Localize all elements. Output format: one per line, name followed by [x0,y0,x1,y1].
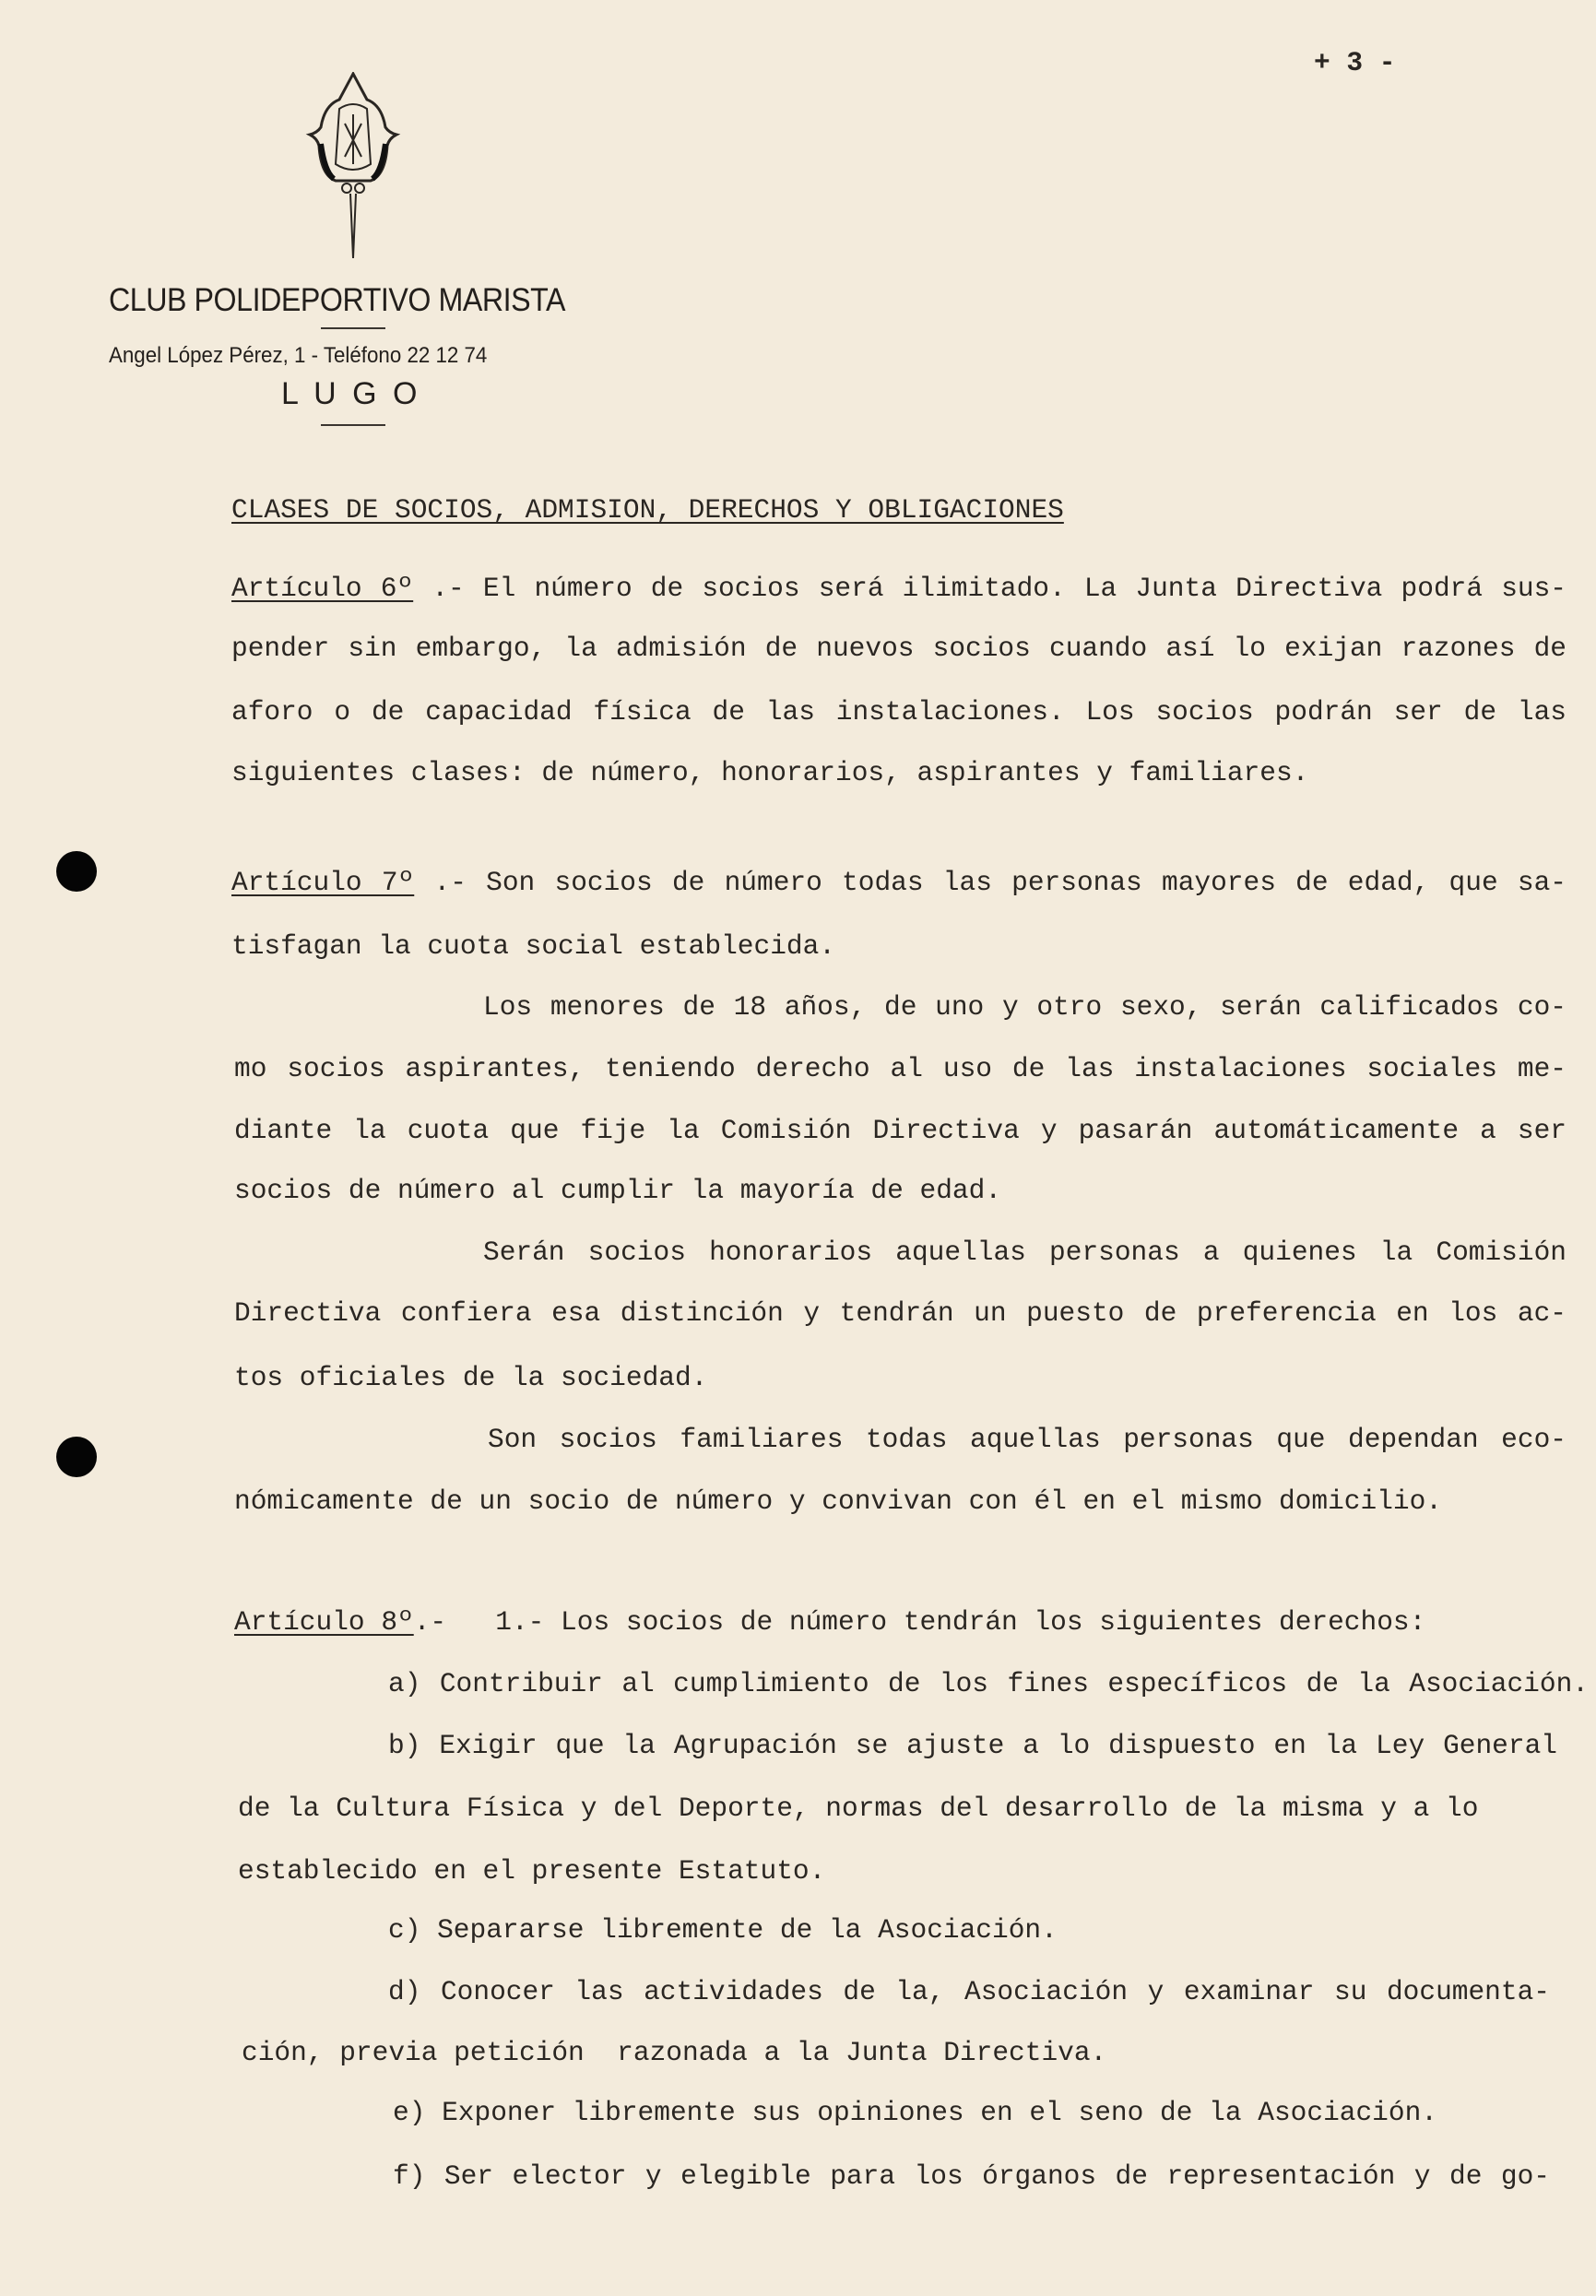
art8-item-b: b) Exigir que la Agrupación se ajuste a lo dispuesto en la Ley General [388,1730,1557,1761]
art8-item-c: c) Separarse libremente de la Asociación. [388,1914,1058,1946]
page-number: + 3 - [1314,47,1396,78]
divider [321,424,385,426]
art6-line: siguientes clases: de número, honorarios, aspirantes y familiares. [231,757,1309,788]
section-title: CLASES DE SOCIOS, ADMISION, DERECHOS Y OBLIGACIONES [231,494,1064,526]
art8-line [234,1604,1425,1640]
art6-line [231,570,1566,607]
art7-line: Los menores de 18 años, de uno y otro sexo, serán calificados co- [483,991,1566,1023]
art6-text: .- El número de socios será ilimitado. La Junta Directiva podrá sus- [413,573,1567,604]
art8-item-e: e) Exponer libremente sus opiniones en el seno de la Asociación. [393,2097,1437,2128]
club-city: L U G O [281,376,421,411]
art7-line: tisfagan la cuota social establecida. [231,930,836,962]
art7-line: tos oficiales de la sociedad. [234,1362,708,1393]
club-crest-logo [293,72,413,262]
divider [321,327,385,329]
art8-item-d: d) Conocer las actividades de la, Asociación y examinar su documenta- [388,1976,1550,2007]
art7-line: nómicamente de un socio de número y convivan con él en el mismo domicilio. [234,1485,1443,1517]
art8-item-a: a) Contribuir al cumplimiento de los fines específicos de la Asociación. [388,1668,1589,1699]
art7-line: Serán socios honorarios aquellas personas a quienes la Comisión [483,1237,1566,1268]
art8-item-d-cont: ción, previa petición razonada a la Junta Directiva. [242,2037,1107,2068]
punch-hole [56,1437,97,1477]
art6-line: pender sin embargo, la admisión de nuevos socios cuando así lo exijan razones de [231,633,1566,664]
art7-line [231,864,1566,901]
art6-line: aforo o de capacidad física de las instalaciones. Los socios podrán ser de las [231,696,1566,728]
art8-text: .- 1.- Los socios de número tendrán los siguientes derechos: [413,1606,1426,1638]
art8-item-b-cont: establecido en el presente Estatuto. [238,1855,826,1887]
art8-label: Artículo 8º [234,1606,414,1638]
art7-line: socios de número al cumplir la mayoría de edad. [234,1175,1002,1206]
art7-line: Son socios familiares todas aquellas personas que dependan eco- [488,1424,1566,1455]
club-address: Angel López Pérez, 1 - Teléfono 22 12 74 [109,343,488,368]
art6-label: Artículo 6º [231,573,414,604]
art7-text: .- Son socios de número todas las personas mayores de edad, que sa- [414,867,1566,898]
art7-label: Artículo 7º [231,867,415,898]
art7-line: mo socios aspirantes, teniendo derecho al uso de las instalaciones sociales me- [234,1053,1566,1084]
club-name: CLUB POLIDEPORTIVO MARISTA [109,282,566,318]
art7-line: Directiva confiera esa distinción y tendrán un puesto de preferencia en los ac- [234,1297,1566,1329]
art8-item-b-cont: de la Cultura Física y del Deporte, normas del desarrollo de la misma y a lo [238,1793,1479,1824]
art7-line: diante la cuota que fije la Comisión Directiva y pasarán automáticamente a ser [234,1115,1566,1146]
art8-item-f: f) Ser elector y elegible para los órganos de representación y de go- [393,2160,1550,2192]
punch-hole [56,851,97,892]
